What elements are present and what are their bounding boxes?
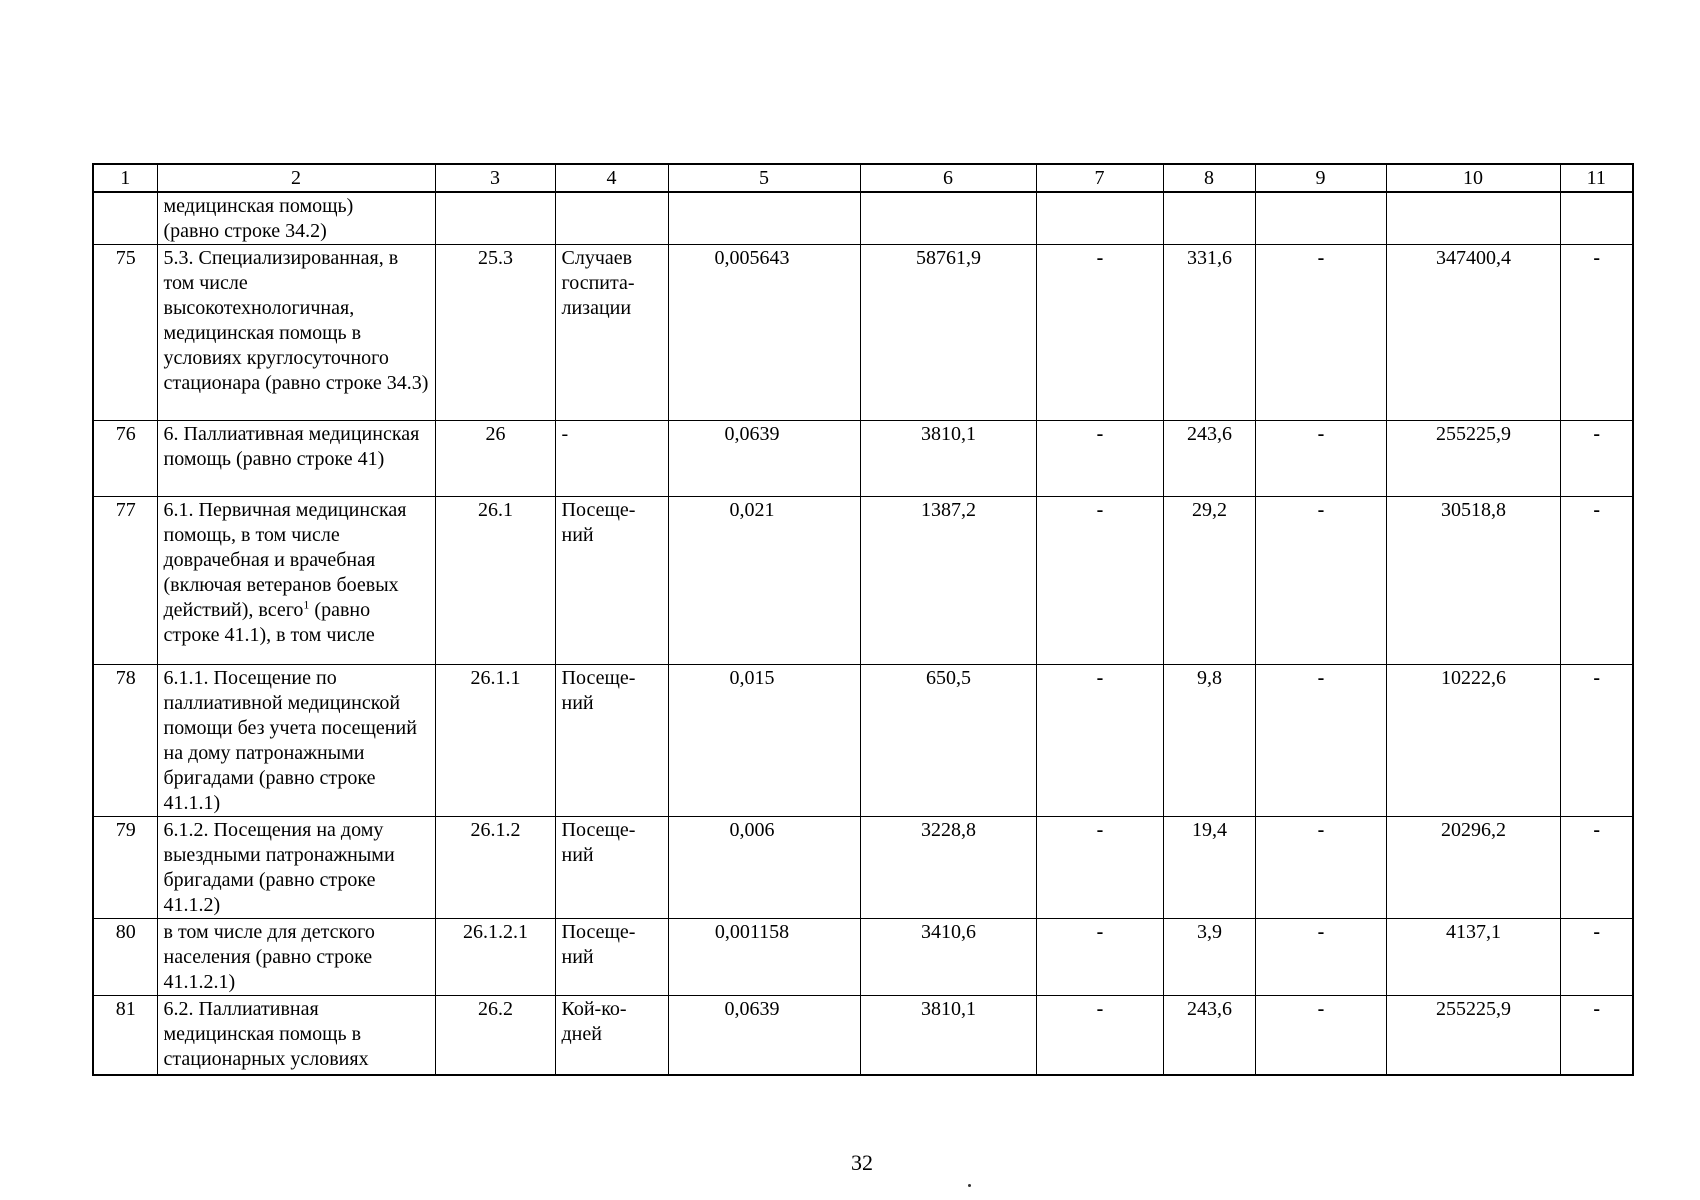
row-indicator-name: в том числе для детского населения (равно строке 41.1.2.1)	[157, 919, 435, 996]
cell-col6	[860, 192, 1036, 245]
cell-col9: -	[1255, 421, 1386, 497]
cell-col5: 0,015	[668, 665, 860, 817]
cell-col6: 1387,2	[860, 497, 1036, 665]
row-code: 25.3	[435, 245, 555, 421]
row-indicator-name: 6.1.2. Посещения на дому выездными патронажными бригадами (равно строке 41.1.2)	[157, 817, 435, 919]
cell-col7: -	[1036, 996, 1163, 1075]
cell-col7: -	[1036, 245, 1163, 421]
row-code	[435, 192, 555, 245]
cell-col6: 3810,1	[860, 421, 1036, 497]
row-indicator-name: 6.1.1. Посещение по паллиативной медицинской помощи без учета посещений на дому патронажными бригадами (равно строке 41.1.1)	[157, 665, 435, 817]
cell-col5: 0,005643	[668, 245, 860, 421]
cell-col9: -	[1255, 497, 1386, 665]
row-number	[93, 192, 157, 245]
table-row	[93, 665, 1633, 817]
table-row	[93, 817, 1633, 919]
cell-col8: 9,8	[1163, 665, 1255, 817]
column-header: 11	[1560, 164, 1633, 192]
row-unit: Посеще-ний	[555, 665, 668, 817]
cell-col9: -	[1255, 665, 1386, 817]
row-code: 26.1.1	[435, 665, 555, 817]
table-row	[93, 421, 1633, 497]
cell-col7: -	[1036, 919, 1163, 996]
cell-col11: -	[1560, 919, 1633, 996]
row-indicator-name: 5.3. Специализированная, в том числе высокотехнологичная, медицинская помощь в условиях круглосуточного стационара (равно строке 34.3)	[157, 245, 435, 421]
cell-col8: 243,6	[1163, 421, 1255, 497]
row-indicator-name-text: 6.1. Первичная медицинская помощь, в том числе доврачебная и врачебная (включая ветеранов боевых действий), всего	[163, 499, 407, 621]
cell-col6: 3410,6	[860, 919, 1036, 996]
cell-col5	[668, 192, 860, 245]
cell-col10: 255225,9	[1386, 996, 1560, 1075]
page-number: 32	[851, 1150, 873, 1175]
cell-col9: -	[1255, 919, 1386, 996]
cell-col11: -	[1560, 245, 1633, 421]
table-body	[93, 164, 1633, 1075]
cell-col5: 0,0639	[668, 996, 860, 1075]
cell-col11: -	[1560, 996, 1633, 1075]
column-header: 10	[1386, 164, 1560, 192]
column-header: 7	[1036, 164, 1163, 192]
row-number: 78	[93, 665, 157, 817]
row-unit: Посеще-ний	[555, 817, 668, 919]
row-number: 75	[93, 245, 157, 421]
header-row	[93, 164, 1633, 192]
cell-col11: -	[1560, 497, 1633, 665]
cell-col8: 19,4	[1163, 817, 1255, 919]
cell-col10	[1386, 192, 1560, 245]
cell-col11: -	[1560, 421, 1633, 497]
row-indicator-name-tail: (равно строке 41.1), в том числе	[163, 599, 375, 646]
row-indicator-name: 6.2. Паллиативная медицинская помощь в стационарных условиях	[157, 996, 435, 1075]
row-code: 26.1	[435, 497, 555, 665]
footnote-marker: 1	[303, 597, 310, 612]
column-header: 6	[860, 164, 1036, 192]
cell-col10: 20296,2	[1386, 817, 1560, 919]
row-unit: -	[555, 421, 668, 497]
column-header: 5	[668, 164, 860, 192]
row-code: 26.2	[435, 996, 555, 1075]
column-header: 3	[435, 164, 555, 192]
row-code: 26.1.2.1	[435, 919, 555, 996]
cell-col10: 347400,4	[1386, 245, 1560, 421]
cell-col7: -	[1036, 817, 1163, 919]
cell-col6: 3228,8	[860, 817, 1036, 919]
table-row	[93, 996, 1633, 1075]
cell-col7: -	[1036, 665, 1163, 817]
table-row	[93, 245, 1633, 421]
cell-col8	[1163, 192, 1255, 245]
cell-col6: 650,5	[860, 665, 1036, 817]
column-header: 9	[1255, 164, 1386, 192]
data-table	[92, 163, 1634, 1076]
cell-col11: -	[1560, 665, 1633, 817]
cell-col11	[1560, 192, 1633, 245]
column-header: 4	[555, 164, 668, 192]
cell-col5: 0,001158	[668, 919, 860, 996]
cell-col5: 0,006	[668, 817, 860, 919]
cell-col11: -	[1560, 817, 1633, 919]
cell-col6: 58761,9	[860, 245, 1036, 421]
row-unit: Посеще-ний	[555, 919, 668, 996]
row-indicator-name	[157, 497, 435, 665]
cell-col9: -	[1255, 996, 1386, 1075]
column-header: 2	[157, 164, 435, 192]
row-number: 79	[93, 817, 157, 919]
cell-col8: 243,6	[1163, 996, 1255, 1075]
row-number: 81	[93, 996, 157, 1075]
scan-speck	[968, 1184, 971, 1187]
cell-col10: 255225,9	[1386, 421, 1560, 497]
cell-col7: -	[1036, 421, 1163, 497]
cell-col9: -	[1255, 817, 1386, 919]
row-unit: Случаев госпита-лизации	[555, 245, 668, 421]
table-row	[93, 192, 1633, 245]
cell-col9: -	[1255, 245, 1386, 421]
column-header: 8	[1163, 164, 1255, 192]
row-number: 80	[93, 919, 157, 996]
cell-col6: 3810,1	[860, 996, 1036, 1075]
cell-col5: 0,0639	[668, 421, 860, 497]
table-row	[93, 497, 1633, 665]
cell-col8: 29,2	[1163, 497, 1255, 665]
table-row	[93, 919, 1633, 996]
row-unit: Кой-ко-дней	[555, 996, 668, 1075]
cell-col10: 4137,1	[1386, 919, 1560, 996]
row-indicator-name: медицинская помощь) (равно строке 34.2)	[157, 192, 435, 245]
cell-col10: 10222,6	[1386, 665, 1560, 817]
cell-col9	[1255, 192, 1386, 245]
row-code: 26.1.2	[435, 817, 555, 919]
cell-col8: 3,9	[1163, 919, 1255, 996]
row-number: 77	[93, 497, 157, 665]
row-unit	[555, 192, 668, 245]
row-unit: Посеще-ний	[555, 497, 668, 665]
cell-col8: 331,6	[1163, 245, 1255, 421]
cell-col10: 30518,8	[1386, 497, 1560, 665]
cell-col7: -	[1036, 497, 1163, 665]
cell-col7	[1036, 192, 1163, 245]
cell-col5: 0,021	[668, 497, 860, 665]
row-indicator-name: 6. Паллиативная медицинская помощь (равно строке 41)	[157, 421, 435, 497]
column-header: 1	[93, 164, 157, 192]
row-number: 76	[93, 421, 157, 497]
row-code: 26	[435, 421, 555, 497]
